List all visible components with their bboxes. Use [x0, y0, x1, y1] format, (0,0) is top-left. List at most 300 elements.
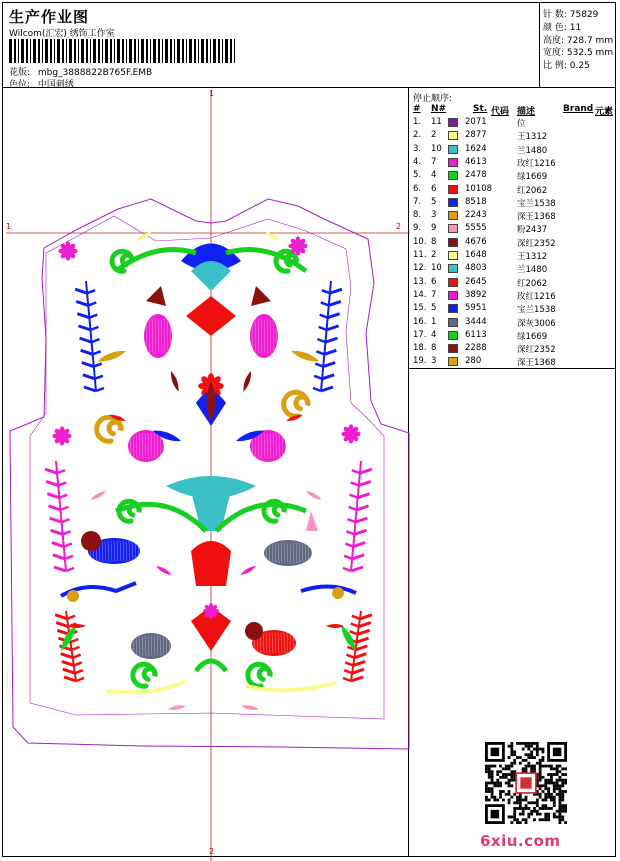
qr-module: [536, 762, 539, 765]
qr-module: [505, 776, 508, 779]
barcode-bar: [182, 39, 184, 63]
qr-module: [530, 745, 533, 748]
qr-finder-core: [553, 748, 561, 756]
qr-finder-core: [491, 748, 499, 756]
qr-module: [556, 787, 559, 790]
stats-divider: [539, 3, 540, 87]
barcode-bar: [26, 39, 28, 63]
qr-module: [556, 793, 559, 796]
qr-module: [550, 779, 553, 782]
qr-module: [559, 796, 562, 799]
barcode-bar: [54, 39, 55, 63]
qr-logo-seal: [520, 777, 531, 788]
qr-module: [510, 821, 513, 824]
embroidery-preview: [6, 91, 410, 861]
sequence-stitches: 4803: [465, 263, 487, 274]
barcode-bar: [177, 39, 180, 63]
qr-module: [527, 813, 530, 816]
qr-module: [525, 796, 528, 799]
stat-label: 比 例:: [543, 61, 567, 72]
qr-module: [530, 750, 533, 753]
barcode-bar: [206, 39, 208, 63]
qr-module: [530, 810, 533, 813]
qr-module: [559, 818, 562, 821]
barcode-bar: [146, 39, 148, 63]
qr-module: [493, 782, 496, 785]
qr-module: [510, 796, 513, 799]
qr-module: [527, 762, 530, 765]
qr-module: [559, 779, 562, 782]
sequence-index: 3.: [413, 143, 422, 154]
barcode-bar: [162, 39, 163, 63]
small-leaf: [241, 704, 259, 711]
center-leaf-cluster: [186, 296, 236, 336]
stat-label: 高度:: [543, 35, 565, 46]
qr-module: [544, 793, 547, 796]
qr-module: [564, 804, 567, 807]
qr-module: [496, 799, 499, 802]
sequence-needle: 6: [431, 183, 437, 194]
sequence-row: [413, 303, 619, 316]
barcode-bar: [194, 39, 196, 63]
barcode-bar: [21, 39, 24, 63]
col-code: 代码: [491, 107, 510, 117]
qr-finder-core: [491, 810, 499, 818]
sequence-description: 王1312: [517, 132, 548, 143]
qr-module: [561, 767, 564, 770]
qr-module: [508, 779, 511, 782]
sequence-stitches: 2478: [465, 170, 487, 181]
swirl-bottom-left: [133, 664, 155, 686]
qr-module: [510, 770, 513, 773]
qr-module: [559, 799, 562, 802]
barcode-bar: [69, 39, 72, 63]
qr-module: [542, 759, 545, 762]
qr-module: [556, 816, 559, 819]
qr-module: [491, 796, 494, 799]
qr-module: [510, 816, 513, 819]
sequence-needle: 10: [431, 143, 442, 154]
page-title: 生产作业图: [9, 8, 90, 26]
sequence-row: [413, 277, 619, 290]
qr-module: [519, 813, 522, 816]
qr-module: [519, 762, 522, 765]
qr-module: [508, 756, 511, 759]
sequence-description: 绿1669: [517, 172, 548, 183]
sequence-index: 9.: [413, 223, 422, 234]
qr-module: [533, 810, 536, 813]
qr-module: [516, 807, 519, 810]
qr-module: [530, 765, 533, 768]
leg-left: [169, 370, 181, 392]
small-leaf: [135, 230, 153, 242]
qr-module: [522, 767, 525, 770]
qr-module: [505, 773, 508, 776]
qr-module: [547, 816, 550, 819]
color-swatch: [448, 264, 458, 273]
qr-module: [496, 782, 499, 785]
qr-module: [525, 753, 528, 756]
sequence-description: 宝兰1538: [517, 198, 556, 209]
qr-module: [536, 810, 539, 813]
fern-upper-left: [75, 281, 104, 391]
qr-module: [550, 796, 553, 799]
stop-sequence-header: [413, 104, 619, 116]
sequence-stitches: 5951: [465, 303, 487, 314]
qr-module: [493, 765, 496, 768]
barcode-bar: [126, 39, 127, 63]
sequence-needle: 4: [431, 170, 437, 181]
qr-module: [493, 796, 496, 799]
qr-module: [485, 796, 488, 799]
qr-module: [513, 816, 516, 819]
qr-module: [491, 779, 494, 782]
qr-module: [561, 793, 564, 796]
qr-module: [510, 773, 513, 776]
qr-module: [564, 779, 567, 782]
sequence-row: [413, 356, 619, 369]
color-swatch: [448, 158, 458, 167]
sequence-row: [413, 343, 619, 356]
qr-module: [536, 804, 539, 807]
qr-module: [491, 782, 494, 785]
qr-module: [553, 790, 556, 793]
sequence-stitches: 10108: [465, 183, 493, 194]
color-swatch: [448, 131, 458, 140]
sequence-index: 5.: [413, 170, 422, 181]
barcode-bar: [198, 39, 199, 63]
qr-module: [508, 784, 511, 787]
qr-module: [522, 799, 525, 802]
qr-module: [561, 773, 564, 776]
barcode-bar: [170, 39, 172, 63]
qr-module: [527, 748, 530, 751]
barcode-bar: [141, 39, 144, 63]
stat-value: 728.7 mm: [566, 35, 614, 46]
qr-module: [530, 767, 533, 770]
sequence-stitches: 4613: [465, 156, 487, 167]
qr-module: [536, 799, 539, 802]
qr-module: [539, 793, 542, 796]
qr-module: [485, 787, 488, 790]
qr-module: [488, 782, 491, 785]
qr-module: [544, 804, 547, 807]
qr-module: [550, 782, 553, 785]
col-element: 元素: [595, 107, 614, 117]
barcode-bar: [62, 39, 64, 63]
qr-module: [544, 818, 547, 821]
barcode-bar: [158, 39, 160, 63]
stat-row-stitches: [543, 9, 613, 22]
qr-module: [559, 816, 562, 819]
qr-module: [564, 773, 567, 776]
qr-module: [522, 818, 525, 821]
qr-module: [519, 742, 522, 745]
barcode-bar: [153, 39, 156, 63]
stat-row-scale: [543, 60, 613, 73]
sequence-description: 红2062: [517, 185, 548, 196]
color-swatch: [448, 318, 458, 327]
qr-module: [539, 787, 542, 790]
qr-module: [539, 748, 542, 751]
sequence-index: 18.: [413, 343, 427, 354]
qr-module: [542, 750, 545, 753]
qr-module: [525, 799, 528, 802]
qr-module: [491, 793, 494, 796]
color-swatch: [448, 145, 458, 154]
qr-module: [530, 813, 533, 816]
qr-module: [519, 796, 522, 799]
qr-module: [488, 799, 491, 802]
qr-module: [530, 801, 533, 804]
qr-module: [499, 790, 502, 793]
sequence-index: 13.: [413, 276, 427, 287]
barcode-bar: [78, 39, 79, 63]
barcode-bar: [129, 39, 132, 63]
qr-module: [527, 816, 530, 819]
qr-module: [556, 767, 559, 770]
sequence-index: 4.: [413, 156, 422, 167]
qr-module: [513, 759, 516, 762]
qr-module: [505, 782, 508, 785]
qr-module: [553, 801, 556, 804]
center-pot: [191, 541, 231, 586]
qr-module: [542, 784, 545, 787]
sequence-description: 兰1480: [517, 145, 548, 156]
qr-module: [564, 767, 567, 770]
qr-module: [496, 773, 499, 776]
tail-left: [97, 348, 127, 364]
qr-module: [525, 745, 528, 748]
qr-module: [550, 765, 553, 768]
qr-module: [508, 767, 511, 770]
sequence-index: 15.: [413, 303, 427, 314]
sequence-description: 兰1480: [517, 265, 548, 276]
qr-module: [556, 765, 559, 768]
sequence-index: 16.: [413, 316, 427, 327]
qr-module: [522, 807, 525, 810]
stat-label: 颜 色:: [543, 22, 567, 33]
qr-module: [544, 813, 547, 816]
sequence-stitches: 1624: [465, 143, 487, 154]
sequence-index: 7.: [413, 196, 422, 207]
qr-module: [539, 776, 542, 779]
sequence-row: [413, 250, 619, 263]
qr-module: [499, 796, 502, 799]
qr-module: [561, 784, 564, 787]
qr-module: [491, 790, 494, 793]
qr-module: [539, 759, 542, 762]
qr-module: [493, 784, 496, 787]
qr-module: [533, 765, 536, 768]
fern-lower-left: [45, 461, 74, 571]
qr-module: [547, 782, 550, 785]
barcode-bar: [9, 39, 12, 63]
design-file-label: 花版:: [9, 68, 31, 78]
qr-module: [561, 782, 564, 785]
qr-module: [496, 779, 499, 782]
sequence-stitches: 2877: [465, 130, 487, 141]
qr-module: [502, 776, 505, 779]
qr-module: [539, 770, 542, 773]
color-scheme-row: [9, 77, 74, 90]
sequence-row: [413, 263, 619, 276]
rabbit-right-head: [251, 286, 271, 306]
sequence-stitches: 8518: [465, 196, 487, 207]
sequence-row: [413, 170, 619, 183]
qr-module: [499, 776, 502, 779]
col-description: 描述: [517, 107, 536, 117]
qr-module: [544, 799, 547, 802]
qr-module: [527, 745, 530, 748]
qr-module: [527, 742, 530, 745]
sequence-description: 王1312: [517, 252, 548, 262]
qr-module: [553, 773, 556, 776]
qr-module: [561, 818, 564, 821]
sequence-needle: 7: [431, 156, 437, 167]
qr-module: [508, 801, 511, 804]
qr-module: [488, 773, 491, 776]
qr-module: [488, 770, 491, 773]
qr-module: [561, 790, 564, 793]
qr-module: [525, 818, 528, 821]
qr-module: [516, 756, 519, 759]
header-divider: [3, 87, 615, 88]
qr-module: [544, 779, 547, 782]
barcode-bar: [210, 39, 211, 63]
sequence-needle: 10: [431, 263, 442, 274]
sequence-description: 红2062: [517, 278, 548, 289]
qr-module: [556, 810, 559, 813]
guide-marker-top: 1: [209, 89, 215, 98]
qr-module: [559, 804, 562, 807]
qr-module: [527, 807, 530, 810]
qr-module: [513, 753, 516, 756]
qr-module: [536, 750, 539, 753]
qr-module: [488, 776, 491, 779]
sequence-index: 19.: [413, 356, 427, 367]
color-swatch: [448, 118, 458, 127]
col-stitches: St.: [473, 104, 488, 114]
sequence-row: [413, 330, 619, 343]
qr-module: [542, 804, 545, 807]
color-swatch: [448, 211, 458, 220]
qr-module: [547, 787, 550, 790]
qr-module: [553, 787, 556, 790]
sequence-index: 12.: [413, 263, 427, 274]
sequence-index: 11.: [413, 250, 427, 260]
color-swatch: [448, 251, 458, 260]
barcode-bar: [45, 39, 48, 63]
qr-module: [519, 799, 522, 802]
qr-module: [556, 779, 559, 782]
qr-module: [499, 782, 502, 785]
barcode-bar: [14, 39, 16, 63]
qr-module: [561, 804, 564, 807]
color-swatch: [448, 171, 458, 180]
barcode-bar: [138, 39, 139, 63]
qr-module: [525, 765, 528, 768]
sequence-stitches: 1648: [465, 250, 487, 260]
sequence-needle: 6: [431, 276, 437, 287]
col-brand: Brand: [563, 104, 594, 114]
qr-module: [527, 765, 530, 768]
sequence-row: [413, 157, 619, 170]
qr-module: [525, 807, 528, 810]
company-name: Wilcom(汇宏) 绣饰工作室: [9, 29, 115, 39]
qr-module: [533, 742, 536, 745]
qr-module: [516, 818, 519, 821]
qr-module: [533, 756, 536, 759]
qr-module: [539, 779, 542, 782]
guide-marker-left: 1: [6, 222, 12, 231]
qr-module: [502, 773, 505, 776]
small-leaf: [239, 564, 257, 576]
tail-right: [290, 348, 320, 364]
qr-module: [559, 793, 562, 796]
sequence-index: 6.: [413, 183, 422, 194]
sequence-row: [413, 184, 619, 197]
fish-right: [301, 586, 356, 593]
qr-module: [513, 762, 516, 765]
barcode-bar: [81, 39, 84, 63]
qr-module: [559, 790, 562, 793]
qr-module: [493, 799, 496, 802]
qr-module: [508, 793, 511, 796]
small-leaf: [155, 564, 173, 576]
qr-module: [516, 796, 519, 799]
qr-module: [510, 784, 513, 787]
barcode-bar: [90, 39, 91, 63]
sequence-stitches: 6113: [465, 329, 487, 340]
barcode-bar: [150, 39, 151, 63]
qr-module: [516, 799, 519, 802]
sequence-row: [413, 290, 619, 303]
qr-module: [544, 784, 547, 787]
flower-top-right: [288, 236, 307, 255]
qr-module: [525, 759, 528, 762]
lower-center-bloom: [203, 603, 219, 619]
qr-module: [550, 807, 553, 810]
qr-module: [525, 767, 528, 770]
qr-module: [527, 801, 530, 804]
qr-module: [539, 796, 542, 799]
sequence-needle: 11: [431, 117, 442, 127]
fern-lower-right: [343, 461, 372, 571]
qr-module: [556, 784, 559, 787]
qr-module: [547, 790, 550, 793]
qr-module: [530, 742, 533, 745]
qr-module: [559, 787, 562, 790]
qr-module: [553, 816, 556, 819]
qr-module: [564, 810, 567, 813]
qr-module: [499, 770, 502, 773]
qr-module: [564, 807, 567, 810]
barcode-bar: [86, 39, 88, 63]
qr-module: [547, 779, 550, 782]
qr-module: [536, 801, 539, 804]
fern-bottom-right: [343, 611, 372, 681]
barcode-bar: [105, 39, 108, 63]
qr-module: [561, 807, 564, 810]
barcode-bar: [93, 39, 96, 63]
qr-module: [510, 765, 513, 768]
qr-module: [513, 750, 516, 753]
qr-module: [522, 748, 525, 751]
barcode-bar: [201, 39, 204, 63]
small-leaf: [326, 624, 344, 628]
stat-label: 宽度:: [543, 48, 565, 59]
